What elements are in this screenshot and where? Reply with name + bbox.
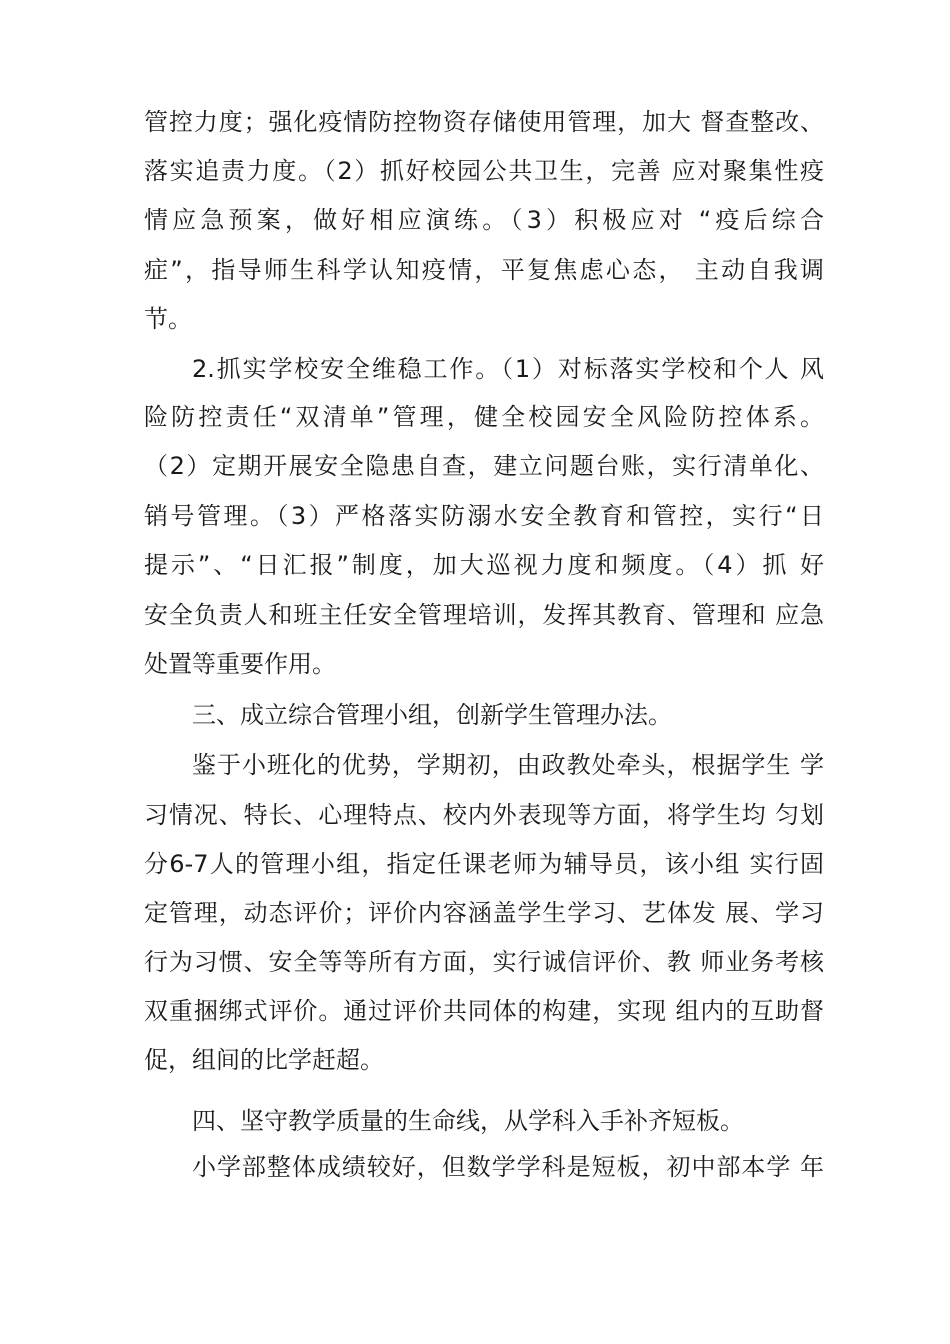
text-line-22: 小学部整体成绩较好，但数学学科是短板，初中部本学 年 (192, 1153, 824, 1181)
text-line-9: 销号管理。（3）严格落实防溺水安全教育和管控，实行“日 (144, 502, 824, 530)
text-line-11: 安全负责人和班主任安全管理培训，发挥其教育、管理和 应急 (144, 601, 824, 629)
text-line-1: 管控力度；强化疫情防控物资存储使用管理，加大 督查整改、 (144, 108, 824, 136)
text-line-18: 行为习惯、安全等等所有方面，实行诚信评价、教 师业务考核 (144, 948, 824, 976)
text-line-16: 分6-7人的管理小组，指定任课老师为辅导员，该小组 实行固 (144, 850, 824, 878)
text-line-4: 症”，指导师生科学认知疫情，平复焦虑心态， 主动自我调 (144, 256, 824, 284)
section-heading-3: 三、成立综合管理小组，创新学生管理办法。 (192, 701, 672, 729)
text-line-19: 双重捆绑式评价。通过评价共同体的构建，实现 组内的互助督 (144, 997, 824, 1025)
section-heading-4: 四、坚守教学质量的生命线，从学科入手补齐短板。 (192, 1107, 744, 1135)
text-line-10: 提示”、“日汇报”制度，加大巡视力度和频度。（4）抓 好 (144, 551, 824, 579)
text-line-2: 落实追责力度。（2）抓好校园公共卫生，完善 应对聚集性疫 (144, 157, 824, 185)
text-line-5: 节。 (144, 305, 192, 333)
text-line-17: 定管理，动态评价；评价内容涵盖学生学习、艺体发 展、学习 (144, 899, 824, 927)
text-line-3: 情应急预案，做好相应演练。（3）积极应对 “疫后综合 (144, 206, 824, 234)
text-line-6: 2.抓实学校安全维稳工作。（1）对标落实学校和个人 风 (192, 355, 824, 383)
text-line-14: 鉴于小班化的优势，学期初，由政教处牵头，根据学生 学 (192, 751, 824, 779)
text-line-8: （2）定期开展安全隐患自查，建立问题台账，实行清单化、 (144, 452, 824, 480)
text-line-7: 险防控责任“双清单”管理，健全校园安全风险防控体系。 (144, 403, 824, 431)
text-line-20: 促，组间的比学赶超。 (144, 1046, 384, 1074)
text-line-15: 习情况、特长、心理特点、校内外表现等方面，将学生均 匀划 (144, 801, 824, 829)
text-line-12: 处置等重要作用。 (144, 650, 336, 678)
